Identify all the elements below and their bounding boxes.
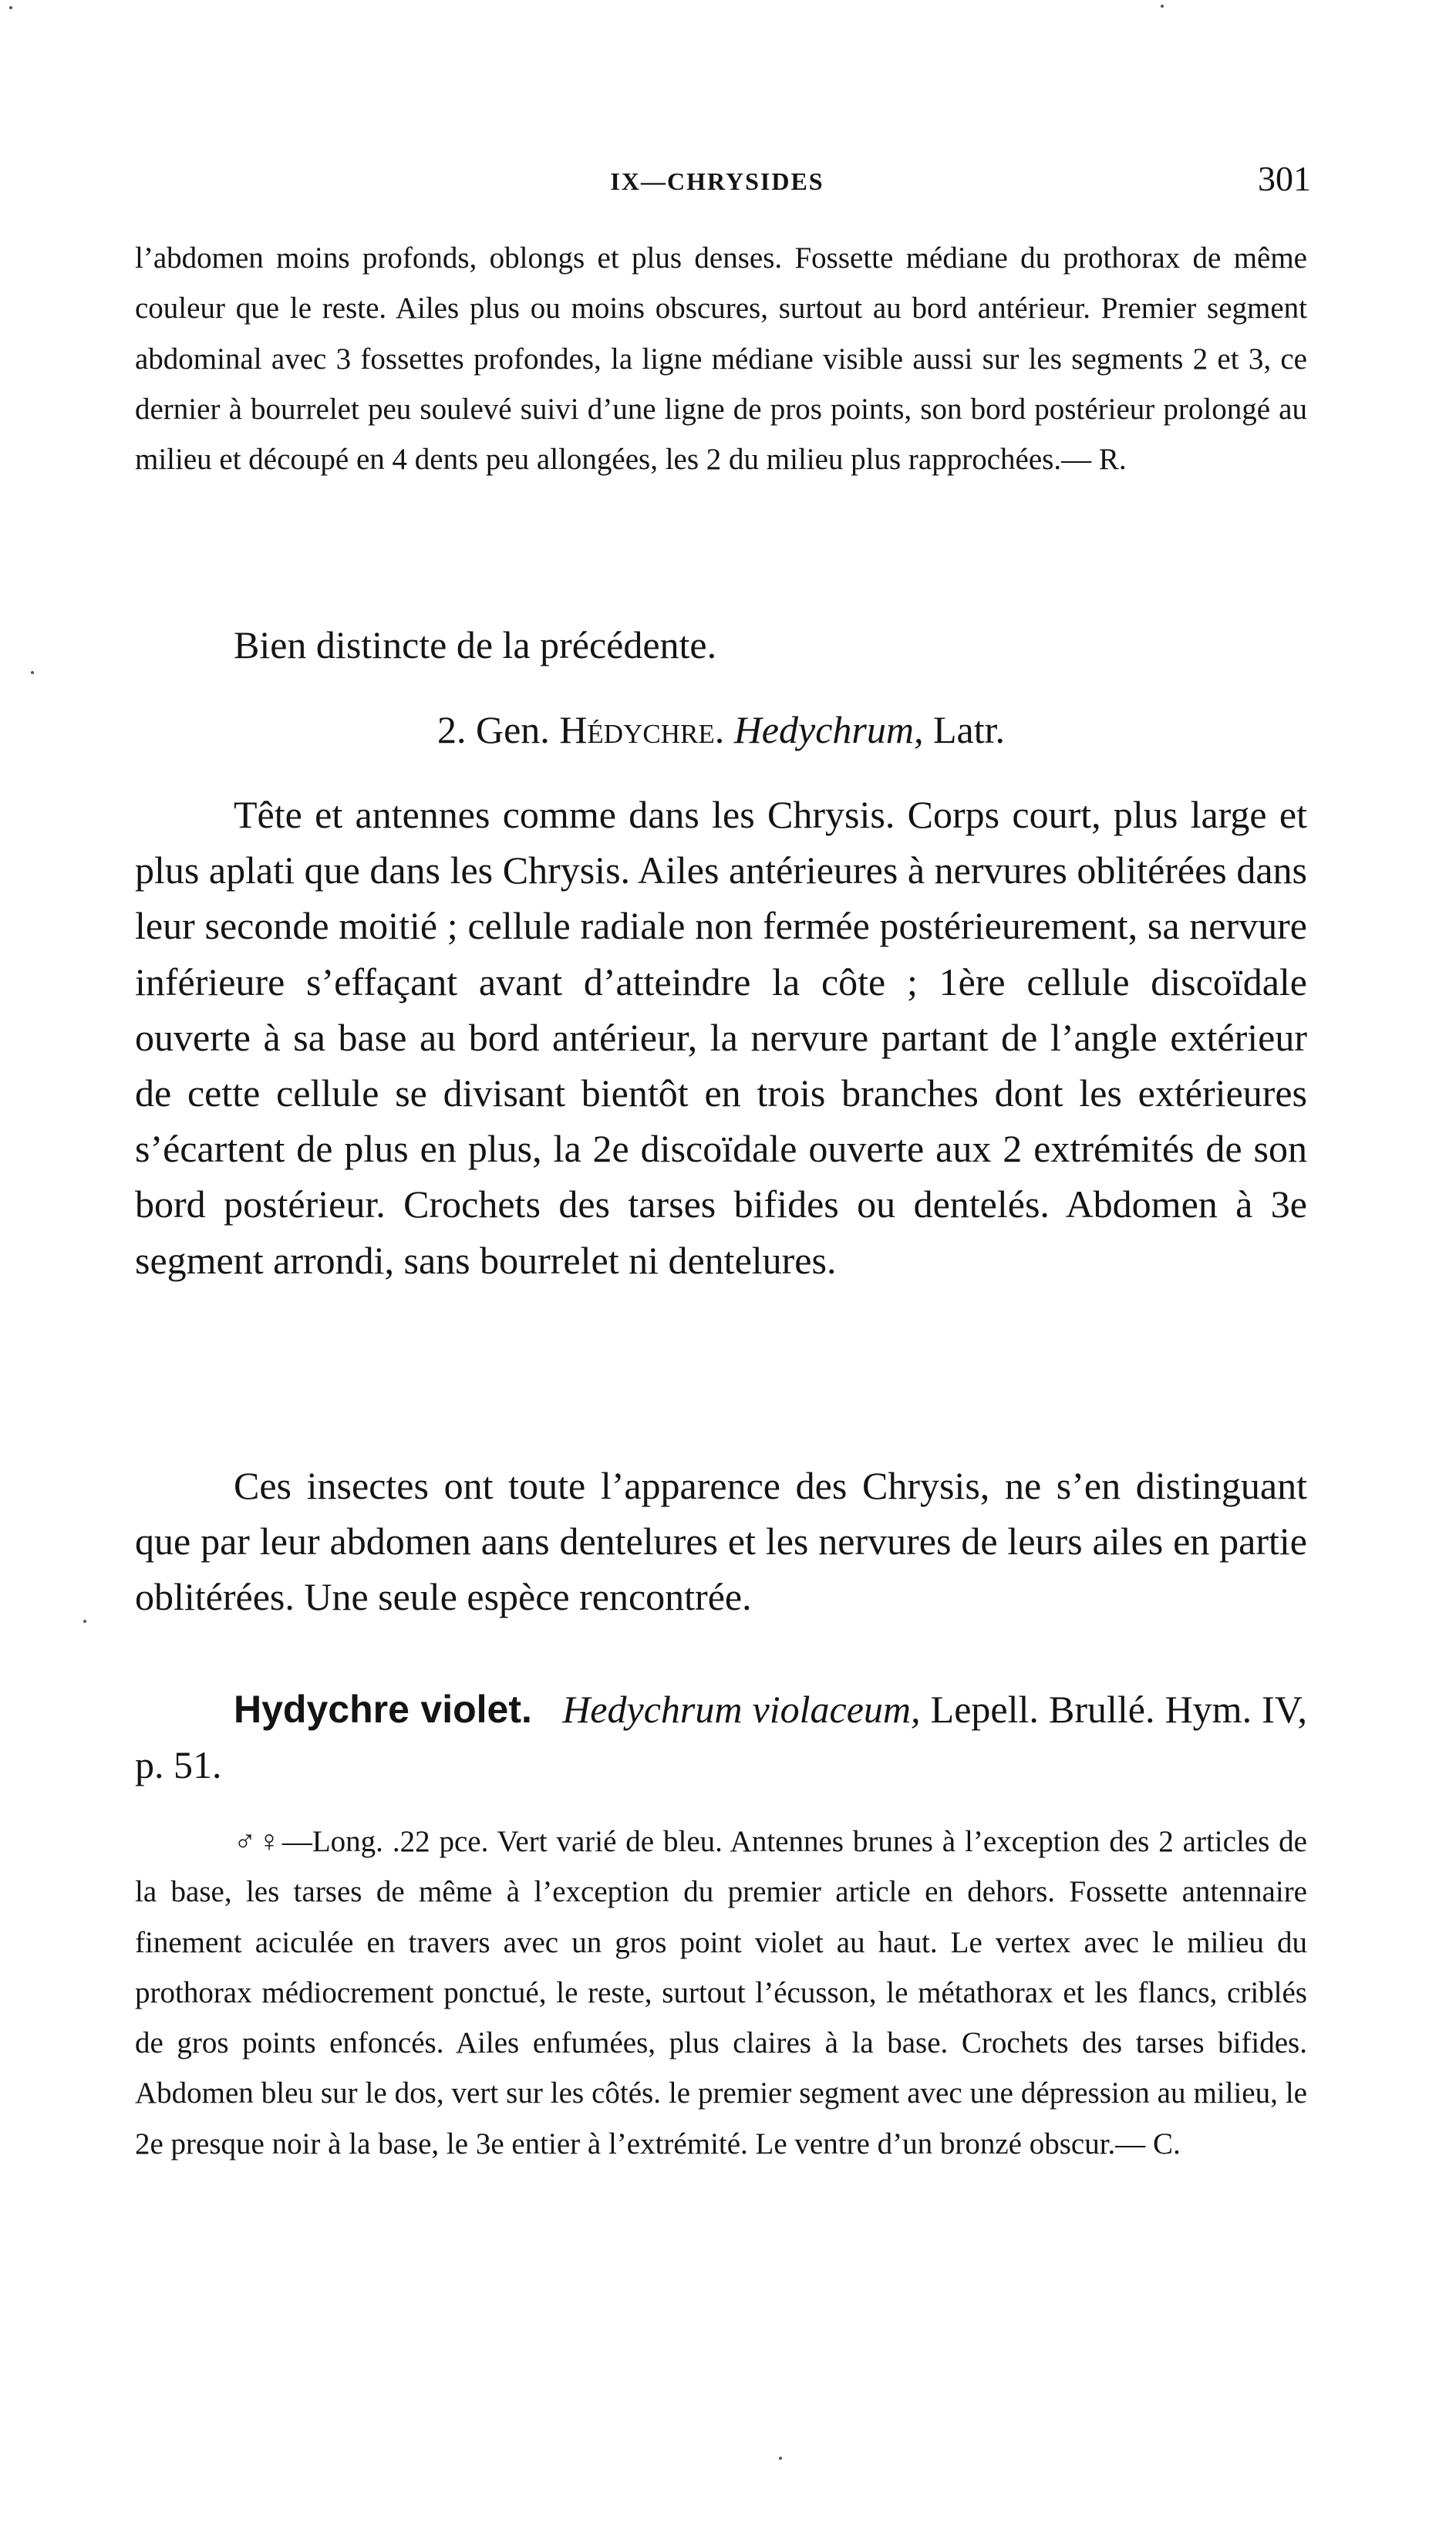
genus-author: Latr. bbox=[932, 708, 1005, 751]
genus-remarks: Ces insectes ont toute l’apparence des Chrysis, ne s’en distinguant que par leur abdomen aans dentelures et les nervures de leurs ailes en partie oblitérées. Une seule espèce rencontrée. bbox=[135, 1464, 1307, 1619]
genus-number: 2. Gen. bbox=[437, 708, 550, 751]
intro-paragraph: l’abdomen moins profonds, oblongs et plus denses. Fossette médiane du prothorax de même couleur que le reste. Ailes plus ou moins obscures, surtout au bord antérieur. Premier segment abdominal avec 3 fossettes profondes, la ligne médiane visible aussi sur les segments 2 et 3, ce dernier à bourrelet peu soulevé suivi d’une ligne de pros points, son bord postérieur prolongé au milieu et découpé en 4 dents peu allongées, les 2 du milieu plus rapprochées.— R. bbox=[135, 241, 1307, 477]
page-header bbox=[123, 158, 1311, 212]
genus-description: Tête et antennes comme dans les Chrysis. Corps court, plus large et plus aplati que dans les Chrysis. Ailes antérieures à nervures oblitérées dans leur seconde moitié ; cellule radiale non fermée postérieurement, sa nervure inférieure s’effaçant avant d’atteindre la côte ; 1ère cellule discoïdale ouverte à sa base au bord antérieur, la nervure partant de l’angle extérieur de cette cellule se divisant bientôt en trois branches dont les extérieures s’écartent de plus en plus, la 2e discoïdale ouverte aux 2 extrémités de son bord postérieur. Crochets des tarses bifides ou dentelés. Abdomen à 3e segment arrondi, sans bourrelet ni dentelures. bbox=[135, 793, 1307, 1282]
scan-speck bbox=[31, 671, 34, 674]
scan-speck bbox=[9, 6, 12, 9]
species-author: Lepell. bbox=[930, 1688, 1039, 1731]
species-description: ♂♀—Long. .22 pce. Vert varié de bleu. Antennes brunes à l’exception des 2 articles de la base, les tarses de même à l’exception du premier article en dehors. Fossette antennaire finement aciculée en travers avec un gros point violet au haut. Le vertex avec le milieu du prothorax médiocrement ponctué, le reste, surtout l’écusson, le métathorax et les flancs, criblés de gros points enfoncés. Ailes enfumées, plus claires à la base. Crochets des tarses bifides. Abdomen bleu sur le dos, vert sur les côtés. le premier segment avec une dépression au milieu, le 2e presque noir à la base, le 3e entier à l’extrémité. Le ventre d’un bronzé obscur.— C. bbox=[135, 1825, 1307, 2161]
page-number: 301 bbox=[1258, 159, 1311, 198]
species-common-name: Hydychre violet. bbox=[234, 1688, 532, 1731]
genus-name: Hédychre. bbox=[559, 708, 725, 751]
distinct-note: Bien distincte de la précédente. bbox=[234, 623, 717, 666]
running-title: IX—CHRYSIDES bbox=[610, 167, 824, 195]
species-reference: Brullé. Hym. IV, p. 51. bbox=[135, 1688, 1307, 1787]
scan-speck bbox=[1161, 5, 1164, 8]
scan-speck bbox=[779, 2457, 782, 2460]
species-latin-name: Hedychrum violaceum, bbox=[562, 1688, 921, 1731]
genus-heading bbox=[135, 702, 1307, 757]
genus-latin-name: Hedychrum, bbox=[733, 708, 924, 751]
scan-speck bbox=[83, 1620, 86, 1623]
species-heading bbox=[135, 1682, 1307, 1793]
